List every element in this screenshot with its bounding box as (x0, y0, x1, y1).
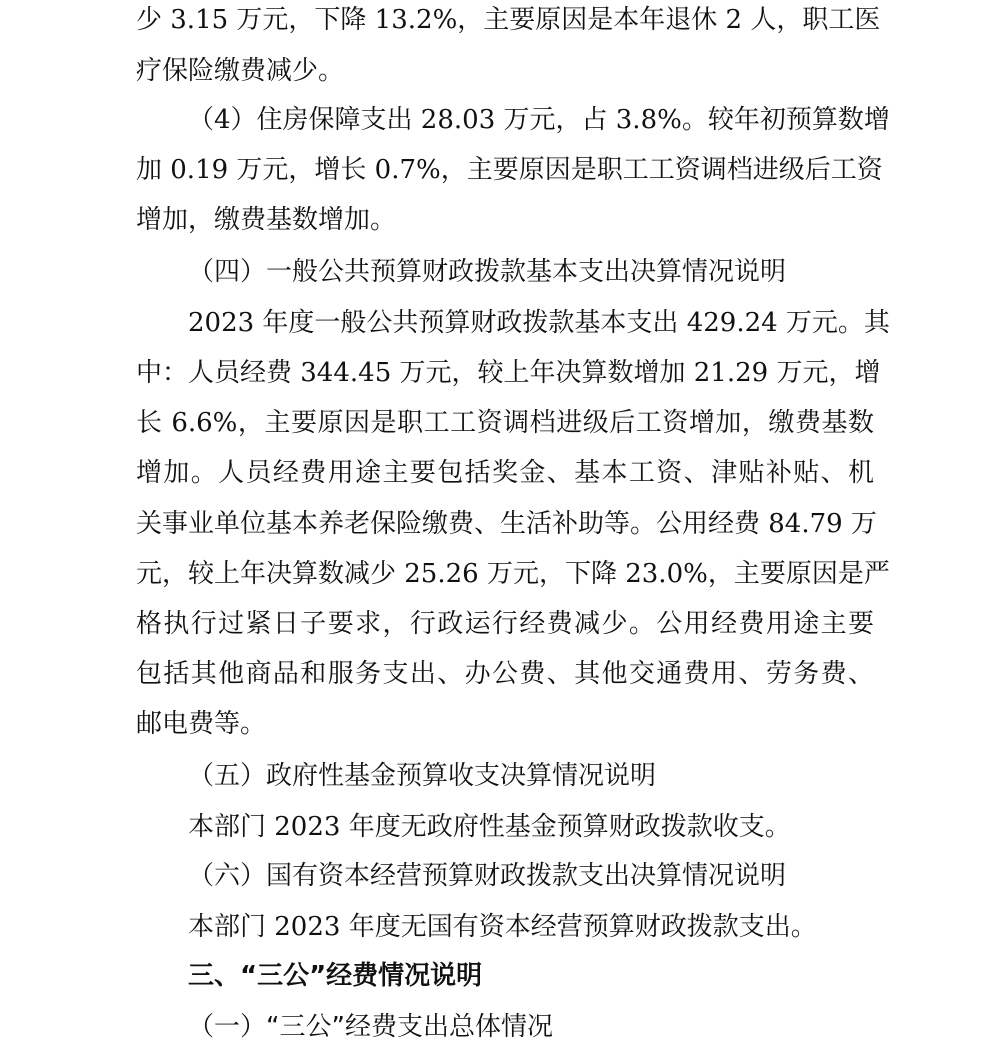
body-text-line: 元，较上年决算数减少 25.26 万元，下降 23.0%，主要原因是严 (136, 559, 890, 589)
body-text-line: 包括其他商品和服务支出、办公费、其他交通费用、劳务费、 (136, 659, 874, 689)
section-heading: （一）“三公”经费支出总体情况 (188, 1012, 553, 1042)
body-text-line: 2023 年度一般公共预算财政拨款基本支出 429.24 万元。其 (188, 308, 890, 338)
body-text-line: 长 6.6%，主要原因是职工工资调档进级后工资增加，缴费基数 (136, 408, 874, 438)
body-text-line: 增加，缴费基数增加。 (136, 205, 397, 235)
body-text-line: 邮电费等。 (136, 709, 267, 739)
body-text-line: 少 3.15 万元，下降 13.2%，主要原因是本年退休 2 人，职工医 (136, 5, 881, 35)
body-text-line: （4）住房保障支出 28.03 万元，占 3.8%。较年初预算数增 (188, 105, 890, 135)
section-heading: （六）国有资本经营预算财政拨款支出决算情况说明 (188, 861, 787, 891)
body-text-line: 关事业单位基本养老保险缴费、生活补助等。公用经费 84.79 万 (136, 509, 877, 539)
body-text-line: 增加。人员经费用途主要包括奖金、基本工资、津贴补贴、机 (136, 458, 874, 488)
body-text-line: 加 0.19 万元，增长 0.7%，主要原因是职工工资调档进级后工资 (136, 155, 883, 185)
section-heading: （四）一般公共预算财政拨款基本支出决算情况说明 (188, 257, 787, 287)
body-text-line: 本部门 2023 年度无政府性基金预算财政拨款收支。 (188, 812, 791, 842)
section-heading: （五）政府性基金预算收支决算情况说明 (188, 761, 657, 791)
body-text-line: 格执行过紧日子要求，行政运行经费减少。公用经费用途主要 (136, 609, 874, 639)
chapter-heading: 三、“三公”经费情况说明 (188, 961, 483, 991)
body-text-line: 疗保险缴费减少。 (136, 56, 345, 86)
body-text-line: 中：人员经费 344.45 万元，较上年决算数增加 21.29 万元，增 (136, 358, 881, 388)
body-text-line: 本部门 2023 年度无国有资本经营预算财政拨款支出。 (188, 912, 817, 942)
